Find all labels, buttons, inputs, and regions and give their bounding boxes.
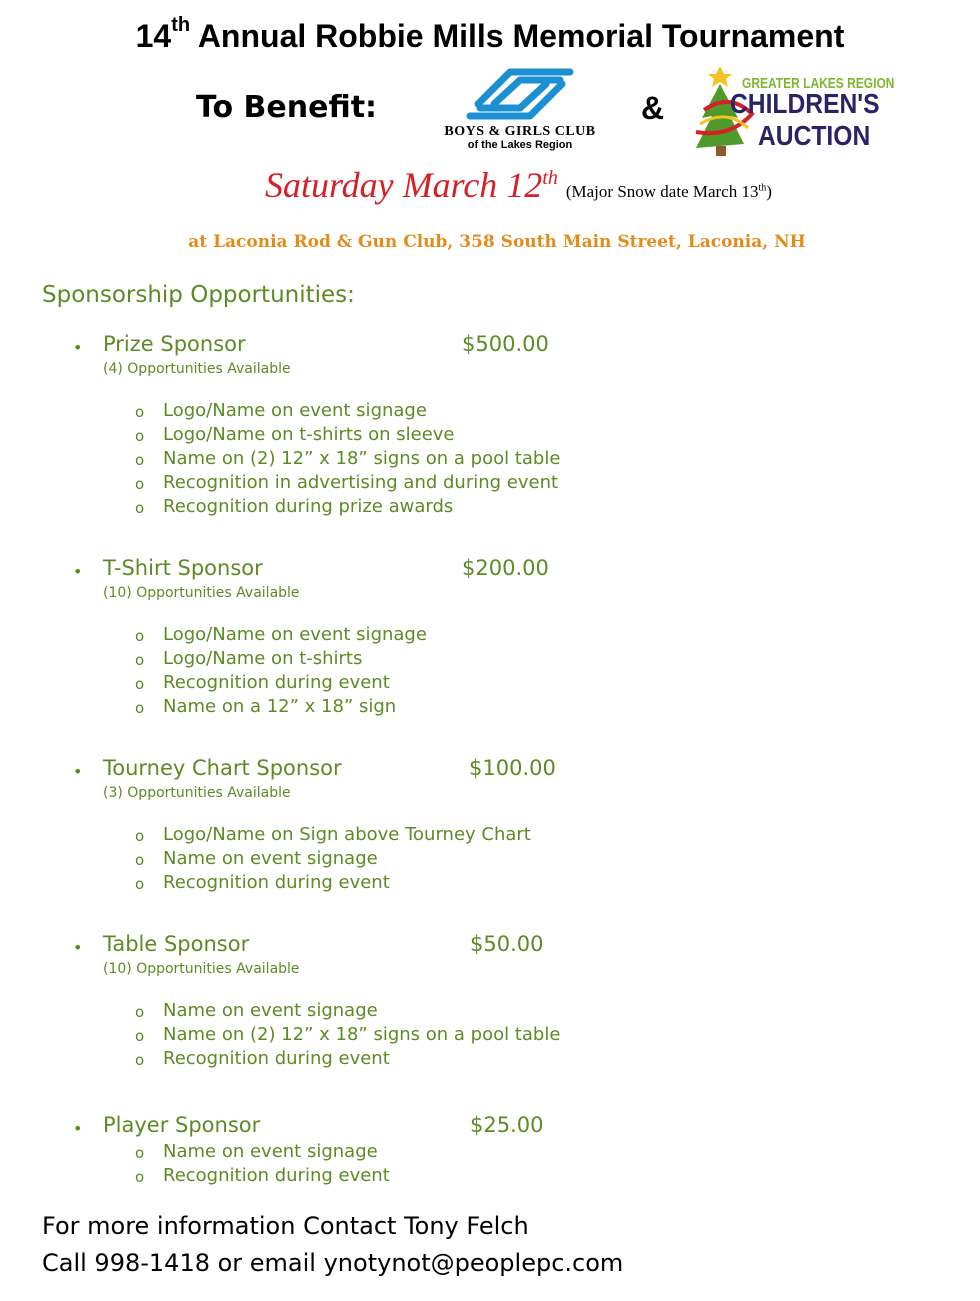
tier-price: $200.00 — [462, 556, 549, 580]
page-title: 14th Annual Robbie Mills Memorial Tournament — [135, 14, 845, 54]
tier-price: $50.00 — [470, 932, 544, 956]
sub-bullet: o — [135, 1003, 145, 1021]
tier-opportunities: (3) Opportunities Available — [103, 785, 291, 801]
sub-bullet: o — [135, 1051, 145, 1069]
sub-bullet: o — [135, 875, 145, 893]
benefit-item: Recognition during event — [163, 1165, 390, 1186]
benefit-label: To Benefit: — [196, 90, 378, 125]
boys-girls-club-subtitle: of the Lakes Region — [467, 139, 573, 151]
sub-bullet: o — [135, 427, 145, 445]
benefit-item: Logo/Name on t-shirts — [163, 648, 363, 669]
benefit-item: Name on (2) 12” x 18” signs on a pool table — [163, 1024, 561, 1045]
tier-opportunities: (10) Opportunities Available — [103, 961, 300, 977]
tier-name: Prize Sponsor — [103, 332, 246, 356]
bullet: • — [73, 1119, 83, 1138]
benefit-item: Logo/Name on event signage — [163, 400, 427, 421]
sub-bullet: o — [135, 499, 145, 517]
snow-date: (Major Snow date March 13th) — [565, 182, 772, 201]
boys-girls-club-logo — [420, 64, 620, 152]
benefit-item: Logo/Name on event signage — [163, 624, 427, 645]
benefit-item: Recognition during event — [163, 1048, 390, 1069]
sub-bullet: o — [135, 675, 145, 693]
bullet: • — [73, 762, 83, 781]
tier-price: $500.00 — [462, 332, 549, 356]
sub-bullet: o — [135, 699, 145, 717]
tier-opportunities: (10) Opportunities Available — [103, 585, 300, 601]
event-date: Saturday March 12th(Major Snow date March 13th) — [265, 165, 772, 205]
benefit-item: Name on event signage — [163, 848, 378, 869]
bullet: • — [73, 562, 83, 581]
childrens-auction-line2: AUCTION — [758, 120, 871, 151]
contact-line-2: Call 998-1418 or email ynotynot@peoplepc.com — [42, 1249, 624, 1277]
benefit-item: Name on a 12” x 18” sign — [163, 696, 397, 717]
benefit-item: Recognition during event — [163, 872, 390, 893]
benefit-item: Name on event signage — [163, 1000, 378, 1021]
sub-bullet: o — [135, 651, 145, 669]
section-heading: Sponsorship Opportunities: — [42, 282, 355, 308]
tier-name: Tourney Chart Sponsor — [103, 756, 342, 780]
benefit-item: Logo/Name on t-shirts on sleeve — [163, 424, 455, 445]
event-venue: at Laconia Rod & Gun Club, 358 South Main Street, Laconia, NH — [188, 232, 806, 252]
sub-bullet: o — [135, 627, 145, 645]
tier-name: Table Sponsor — [103, 932, 250, 956]
tier-price: $100.00 — [469, 756, 556, 780]
childrens-auction-line1: CHILDREN'S — [730, 88, 880, 119]
boys-girls-club-name: BOYS & GIRLS CLUB — [444, 124, 596, 139]
sub-bullet: o — [135, 1027, 145, 1045]
tier-opportunities: (4) Opportunities Available — [103, 361, 291, 377]
benefit-item: Recognition in advertising and during event — [163, 472, 559, 493]
benefit-item: Recognition during prize awards — [163, 496, 454, 517]
tier-price: $25.00 — [470, 1113, 544, 1137]
sub-bullet: o — [135, 1168, 145, 1186]
benefit-item: Logo/Name on Sign above Tourney Chart — [163, 824, 531, 845]
bullet: • — [73, 338, 83, 357]
ampersand: & — [641, 90, 665, 126]
benefit-item: Name on event signage — [163, 1141, 378, 1162]
sub-bullet: o — [135, 451, 145, 469]
childrens-auction-region: GREATER LAKES REGION — [742, 74, 895, 92]
tier-name: T-Shirt Sponsor — [103, 556, 263, 580]
boys-girls-club-hands-icon — [420, 64, 620, 124]
benefit-item: Name on (2) 12” x 18” signs on a pool table — [163, 448, 561, 469]
sub-bullet: o — [135, 827, 145, 845]
sub-bullet: o — [135, 403, 145, 421]
sub-bullet: o — [135, 1144, 145, 1162]
contact-line-1: For more information Contact Tony Felch — [42, 1212, 529, 1240]
childrens-auction-logo — [690, 62, 895, 162]
benefit-item: Recognition during event — [163, 672, 390, 693]
bullet: • — [73, 938, 83, 957]
sub-bullet: o — [135, 851, 145, 869]
sub-bullet: o — [135, 475, 145, 493]
tier-name: Player Sponsor — [103, 1113, 261, 1137]
